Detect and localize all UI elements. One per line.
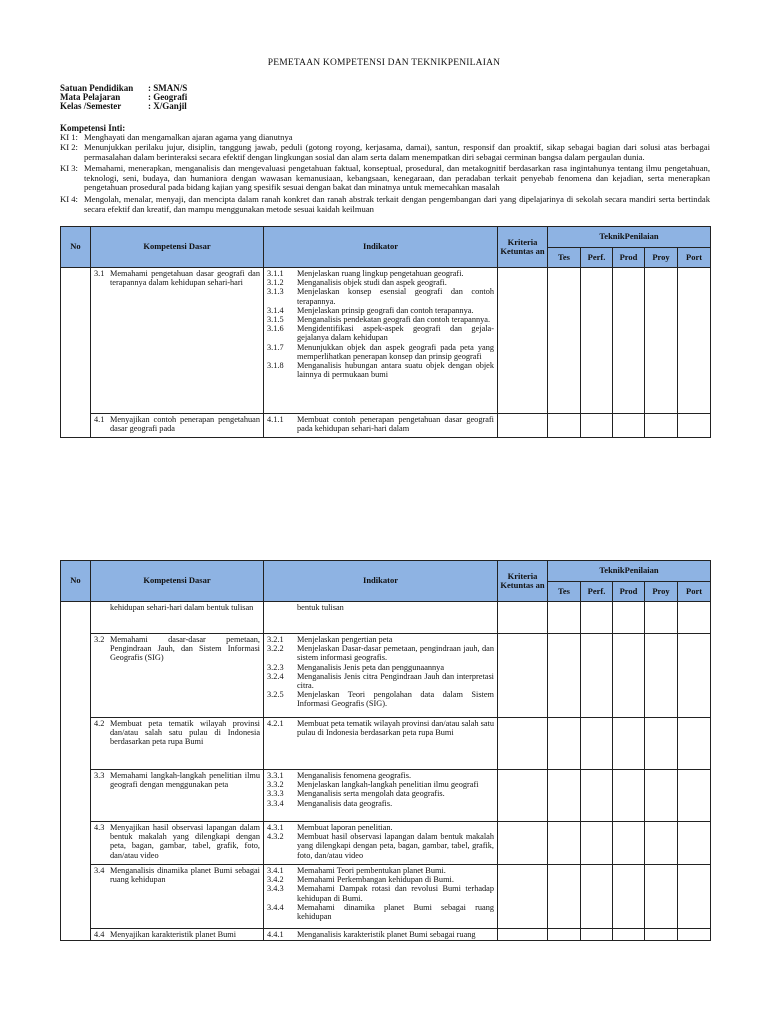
prod-cell: [613, 770, 645, 822]
header-tes: Tes: [548, 248, 581, 268]
header-indikator: Indikator: [264, 227, 498, 268]
prod-cell: [613, 865, 645, 929]
kd-cell: 3.1 Memahami pengetahuan dasar geografi dan terapannya dalam kehidupan sehari-hari: [91, 268, 264, 414]
header-kriteria: Kriteria Ketuntas an: [498, 227, 548, 268]
perf-cell: [581, 718, 613, 770]
indicator-item: 3.4.4 Memahami dinamika planet Bumi sebagai ruang kehidupan: [267, 902, 494, 922]
competency-table-1: [60, 226, 711, 438]
tes-cell: [548, 718, 581, 770]
tes-cell: [548, 770, 581, 822]
header-tes: Tes: [548, 582, 581, 602]
indicator-item: 3.4.2 Memahami Perkembangan kehidupan di Bumi.: [267, 875, 454, 885]
perf-cell: [581, 865, 613, 929]
ki-2: KI 2: Menunjukkan perilaku jujur, disiplin, tanggung jawab, peduli (gotong royong, kerjasama, damai), santun, responsif dan proaktif, sikap sebagai bagian dari solusi atas berbagai permasalahan dalam berinteraksi secara efektif dengan lingkungan sosial dan alam serta dalam menempatkan diri sebagai cerminan bangsa dalam pergaulan dunia.: [60, 142, 710, 162]
header-teknik-penilaian: TeknikPenilaian: [548, 561, 711, 582]
indikator-cell: [264, 770, 498, 822]
prod-cell: [613, 602, 645, 634]
header-perf: Perf.: [581, 582, 613, 602]
indicator-item: 4.3.2 Membuat hasil observasi lapangan dalam bentuk makalah yang dilengkapi dengan peta, bagan, gambar, tabel, grafik, foto, dan/atau video: [267, 832, 494, 860]
proy-cell: [645, 822, 678, 865]
indikator-cell: [264, 634, 498, 718]
proy-cell: [645, 929, 678, 941]
table-row: [61, 822, 711, 865]
indicator-item: 3.1.7 Menunjukkan objek dan aspek geografi pada peta yang memperlihatkan penerapan konsep dan prinsip geografi: [267, 342, 494, 361]
proy-cell: [645, 865, 678, 929]
indicator-item: 3.2.3 Menganalisis Jenis peta dan penggunaannya: [267, 662, 444, 672]
port-cell: [678, 634, 711, 718]
perf-cell: [581, 414, 613, 438]
indicator-item: 3.1.6 Mengidentifikasi aspek-aspek geografi dan gejala-gejalanya dalam kehidupan: [267, 324, 494, 343]
header-kriteria: Kriteria Ketuntas an: [498, 561, 548, 602]
table-row: [61, 634, 711, 718]
indicator-item: 3.3.1 Menganalisis fenomena geografis.: [267, 771, 412, 780]
header-prod: Prod: [613, 248, 645, 268]
tes-cell: [548, 602, 581, 634]
competency-table-2: [60, 560, 711, 941]
kriteria-cell: [498, 822, 548, 865]
proy-cell: [645, 268, 678, 414]
ki-1: KI 1: Menghayati dan mengamalkan ajaran agama yang dianutnya: [60, 132, 293, 142]
header-no: No: [61, 561, 91, 602]
indicator-item: 4.2.1 Membuat peta tematik wilayah provinsi dan/atau salah satu pulau di Indonesia berdasarkan peta rupa Bumi: [267, 719, 494, 738]
prod-cell: [613, 929, 645, 941]
table-row: [61, 414, 711, 438]
indicator-item: 3.1.4 Menjelaskan prinsip geografi dan contoh terapannya.: [267, 305, 474, 315]
indicator-item: 3.4.3 Memahami Dampak rotasi dan revolusi Bumi terhadap kehidupan di Bumi.: [267, 884, 494, 903]
cell-no: [61, 602, 91, 941]
header-kompetensi-dasar: Kompetensi Dasar: [91, 227, 264, 268]
perf-cell: [581, 770, 613, 822]
tes-cell: [548, 634, 581, 718]
table-row: [61, 268, 711, 414]
prod-cell: [613, 414, 645, 438]
indicator-item: 3.2.2 Menjelaskan Dasar-dasar pemetaan, pengindraan jauh, dan sistem informasi geografis.: [267, 644, 494, 663]
port-cell: [678, 865, 711, 929]
ki-3: KI 3: Memahami, menerapkan, menganalisis dan mengevaluasi pengetahuan faktual, konseptual, prosedural, dan metakognitif berdasarkan rasa ingintahunya tentang ilmu pengetahuan, teknologi, seni, budaya, dan humaniora dengan wawasan kemanusiaan, kebangsaan, kenegaraan, dan peradaban terkait penyebab fenomena dan kejadian, serta menerapkan pengetahuan prosedural pada bidang kajian yang spesifik sesuai dengan bakat dan minatnya untuk memecahkan masalah: [60, 163, 710, 193]
port-cell: [678, 414, 711, 438]
page-title: PEMETAAN KOMPETENSI DAN TEKNIKPENILAIAN: [267, 58, 501, 68]
kriteria-cell: [498, 770, 548, 822]
indikator-cell: [264, 929, 498, 941]
port-cell: [678, 718, 711, 770]
kriteria-cell: [498, 414, 548, 438]
kriteria-cell: [498, 929, 548, 941]
tes-cell: [548, 268, 581, 414]
indicator-item: 3.2.4 Menganalisis Jenis citra Pengindraan Jauh dan interpretasi citra.: [267, 671, 494, 691]
indikator-cell: [264, 865, 498, 929]
indicator-item: 4.1.1 Membuat contoh penerapan pengetahuan dasar geografi pada kehidupan sehari-hari dalam: [267, 415, 494, 434]
kriteria-cell: [498, 865, 548, 929]
kriteria-cell: [498, 602, 548, 634]
kd-cell: kehidupan sehari-hari dalam bentuk tulisan: [91, 602, 264, 634]
header-no: No: [61, 227, 91, 268]
indicator-item: 3.1.5 Menganalisis pendekatan geografi dan contoh terapannya.: [267, 315, 491, 325]
proy-cell: [645, 770, 678, 822]
tes-cell: [548, 822, 581, 865]
perf-cell: [581, 634, 613, 718]
indikator-cell: [264, 268, 498, 414]
perf-cell: [581, 822, 613, 865]
perf-cell: [581, 268, 613, 414]
kriteria-cell: [498, 718, 548, 770]
indicator-item: 3.3.4 Menganalisis data geografis.: [267, 798, 393, 808]
header-port: Port: [678, 582, 711, 602]
proy-cell: [645, 718, 678, 770]
ki-4: KI 4: Mengolah, menalar, menyaji, dan mencipta dalam ranah konkret dan ranah abstrak terkait dengan pengembangan dari yang dipelajarinya di sekolah secara mandiri serta bertindak secara efektif dan kreatif, dan mampu menggunakan metode sesuai kaidah keilmuan: [60, 194, 710, 214]
header-prod: Prod: [613, 582, 645, 602]
tes-cell: [548, 929, 581, 941]
table-row: [61, 602, 711, 634]
prod-cell: [613, 268, 645, 414]
indikator-cell: bentuk tulisan: [264, 602, 498, 634]
header-port: Port: [678, 248, 711, 268]
indicator-item: 3.3.2 Menjelaskan langkah-langkah penelitian ilmu geografi: [267, 780, 479, 790]
perf-cell: [581, 929, 613, 941]
meta-kelas-semester: Kelas /Semester : X/Ganjil: [60, 101, 187, 111]
prod-cell: [613, 634, 645, 718]
perf-cell: [581, 602, 613, 634]
table-row: [61, 929, 711, 941]
kriteria-cell: [498, 268, 548, 414]
header-indikator: Indikator: [264, 561, 498, 602]
tes-cell: [548, 865, 581, 929]
table-row: [61, 718, 711, 770]
indicator-item: 4.3.1 Membuat laporan penelitian.: [267, 823, 393, 832]
indicator-item: 3.1.1 Menjelaskan ruang lingkup pengetahuan geografi.: [267, 269, 464, 278]
proy-cell: [645, 414, 678, 438]
proy-cell: [645, 602, 678, 634]
kd-cell: 4.4 Menyajikan karakteristik planet Bumi: [91, 929, 264, 941]
table-row: [61, 865, 711, 929]
table-row: [61, 770, 711, 822]
kd-cell: 4.1 Menyajikan contoh penerapan pengetahuan dasar geografi pada: [91, 414, 264, 438]
prod-cell: [613, 822, 645, 865]
header-teknik-penilaian: TeknikPenilaian: [548, 227, 711, 248]
port-cell: [678, 770, 711, 822]
cell-no: [61, 268, 91, 438]
indikator-cell: [264, 822, 498, 865]
header-proy: Proy: [645, 582, 678, 602]
kriteria-cell: [498, 634, 548, 718]
header-kompetensi-dasar: Kompetensi Dasar: [91, 561, 264, 602]
kd-cell: 3.2 Memahami dasar-dasar pemetaan, Pengindraan Jauh, dan Sistem Informasi Geografis (SIG): [91, 634, 264, 718]
port-cell: [678, 822, 711, 865]
meta-satuan-pendidikan: Satuan Pendidikan : SMAN/S: [60, 83, 188, 93]
indicator-item: 3.2.1 Menjelaskan pengertian peta: [267, 635, 393, 644]
indicator-item: 3.4.1 Memahami Teori pembentukan planet Bumi.: [267, 866, 446, 875]
indikator-cell: [264, 414, 498, 438]
indicator-item: 3.1.2 Menganalisis objek studi dan aspek geografi.: [267, 278, 447, 288]
indicator-item: 3.1.8 Menganalisis hubungan antara suatu objek dengan objek lainnya di permukaan bumi: [267, 361, 494, 380]
port-cell: [678, 929, 711, 941]
header-proy: Proy: [645, 248, 678, 268]
kd-cell: 3.4 Menganalisis dinamika planet Bumi sebagai ruang kehidupan: [91, 865, 264, 929]
ki-heading: Kompetensi Inti:: [60, 123, 126, 133]
indikator-cell: [264, 718, 498, 770]
kd-cell: 4.3 Menyajikan hasil observasi lapangan dalam bentuk makalah yang dilengkapi dengan peta, bagan, gambar, tabel, grafik, foto, dan/atau video: [91, 822, 264, 865]
prod-cell: [613, 718, 645, 770]
indicator-item: 4.4.1 Menganalisis karakteristik planet Bumi sebagai ruang: [267, 930, 476, 939]
proy-cell: [645, 634, 678, 718]
port-cell: [678, 268, 711, 414]
meta-mata-pelajaran: Mata Pelajaran : Geografi: [60, 92, 188, 102]
header-perf: Perf.: [581, 248, 613, 268]
indicator-item: 3.1.3 Menjelaskan konsep esensial geografi dan contoh terapannya.: [267, 287, 494, 306]
kd-cell: 3.3 Memahami langkah-langkah penelitian ilmu geografi dengan menggunakan peta: [91, 770, 264, 822]
indicator-item: 3.3.3 Menganalisis serta mengolah data geografis.: [267, 789, 445, 799]
port-cell: [678, 602, 711, 634]
indicator-item: 3.2.5 Menjelaskan Teori pengolahan data dalam Sistem Informasi Geografis (SIG).: [267, 690, 494, 709]
kd-cell: 4.2 Membuat peta tematik wilayah provinsi dan/atau salah satu pulau di Indonesia berdasarkan peta rupa Bumi: [91, 718, 264, 770]
tes-cell: [548, 414, 581, 438]
